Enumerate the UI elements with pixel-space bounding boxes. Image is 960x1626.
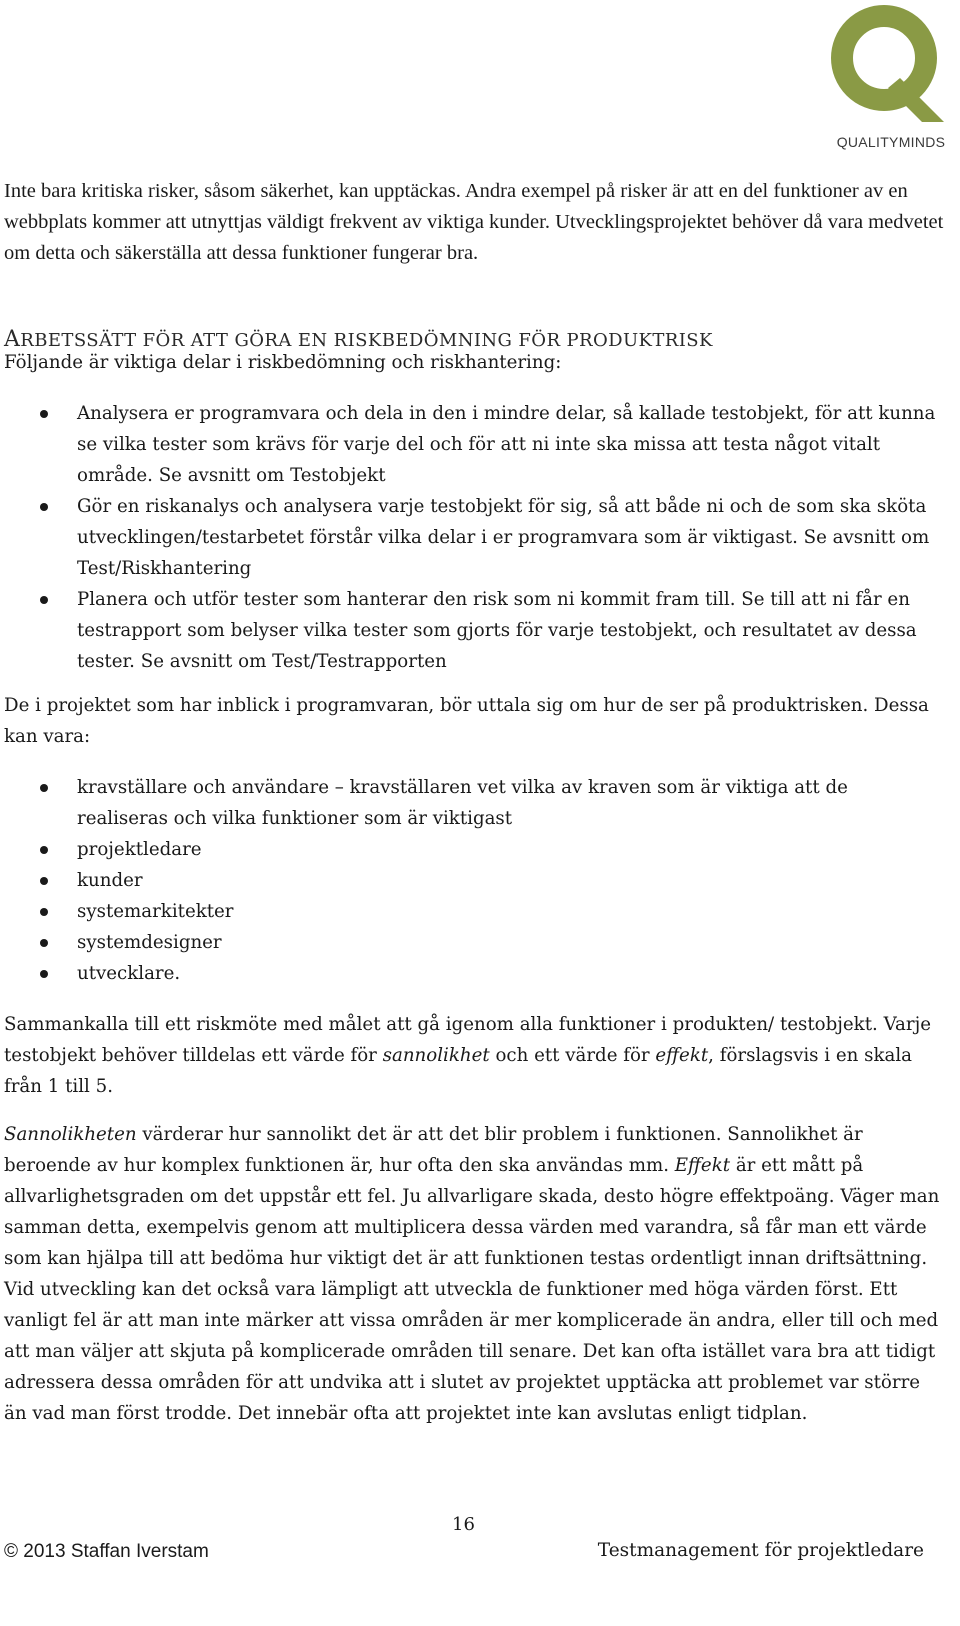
logo-text: QUALITYMINDS bbox=[836, 134, 946, 150]
list-item: kravställare och användare – kravställaren vet vilka av kraven som är viktiga att de realiseras och vilka funktioner som är viktigast bbox=[0, 772, 940, 834]
stakeholder-list bbox=[0, 772, 940, 989]
list-item: systemdesigner bbox=[0, 927, 940, 958]
footer-title: Testmanagement för projektledare bbox=[597, 1540, 924, 1561]
process-list bbox=[0, 398, 940, 677]
lead-paragraph: Följande är viktiga delar i riskbedömning och riskhantering: bbox=[4, 352, 562, 373]
list-item: projektledare bbox=[0, 834, 940, 865]
probability-effect-paragraph: Sannolikheten värderar hur sannolikt det är att det blir problem i funktionen. Sannolikhet är beroende av hur komplex funktionen är, hur ofta den ska användas mm. Effekt är ett mått på allvarlighetsgraden om det uppstår ett fel. Ju allvarligare skada, desto högre effektpoäng. Väger man samman detta, exempelvis genom att multiplicera dessa värden med varandra, så får man ett värde som kan hjälpa till att bedöma hur viktigt det är att funktionen testas ordentligt innan driftsättning. Vid utveckling kan det också vara lämpligt att utveckla de funktioner med höga värden först. Ett vanligt fel är att man inte märker att vissa områden är mer komplicerade än andra, eller till och med att man väljer att skjuta på komplicerade områden till senare. Det kan ofta istället vara bra att tidigt adressera dessa områden för att undvika att i slutet av projektet upptäcka att problemet var större än vad man först trodde. Det innebär ofta att projektet inte kan avslutas enligt tidplan. bbox=[4, 1124, 940, 1424]
qualityminds-logo bbox=[826, 0, 956, 156]
list-item: systemarkitekter bbox=[0, 896, 940, 927]
footer-copyright: © 2013 Staffan Iverstam bbox=[4, 1541, 209, 1562]
heading-rest: RBETSSÄTT FÖR ATT GÖRA EN RISKBEDÖMNING FÖR PRODUKTRISK bbox=[20, 330, 713, 351]
list-item: Planera och utför tester som hanterar den risk som ni kommit fram till. Se till att ni får en testrapport som belyser vilka tester som gjorts för varje testobjekt, och resultatet av dessa tester. Se avsnitt om Test/Testrapporten bbox=[0, 584, 940, 677]
heading-initial: A bbox=[4, 327, 21, 352]
stakeholders-paragraph: De i projektet som har inblick i programvaran, bör uttala sig om hur de ser på produktrisken. Dessa kan vara: bbox=[4, 695, 929, 747]
intro-paragraph: Inte bara kritiska risker, såsom säkerhet, kan upptäckas. Andra exempel på risker är att en del funktioner av en webbplats kommer att utnyttjas väldigt frekvent av viktiga kunder. Utvecklingsprojektet behöver då vara medvetet om detta och säkerställa att dessa funktioner fungerar bra. bbox=[4, 180, 944, 264]
list-item: Gör en riskanalys och analysera varje testobjekt för sig, så att både ni och de som ska sköta utvecklingen/testarbetet förstår vilka delar i er programvara som är viktigast. Se avsnitt om Test/Riskhantering bbox=[0, 491, 940, 584]
page-number: 16 bbox=[452, 1514, 475, 1535]
list-item: Analysera er programvara och dela in den i mindre delar, så kallade testobjekt, för att kunna se vilka tester som krävs för varje del och för att ni inte ska missa att testa något vitalt område. Se avsnitt om Testobjekt bbox=[0, 398, 940, 491]
q-logo-icon bbox=[830, 0, 950, 126]
list-item: utvecklare. bbox=[0, 958, 940, 989]
list-item: kunder bbox=[0, 865, 940, 896]
risk-meeting-paragraph: Sammankalla till ett riskmöte med målet att gå igenom alla funktioner i produkten/ testobjekt. Varje testobjekt behöver tilldelas ett värde för sannolikhet och ett värde för effekt, förslagsvis i en skala från 1 till 5. bbox=[4, 1014, 931, 1097]
